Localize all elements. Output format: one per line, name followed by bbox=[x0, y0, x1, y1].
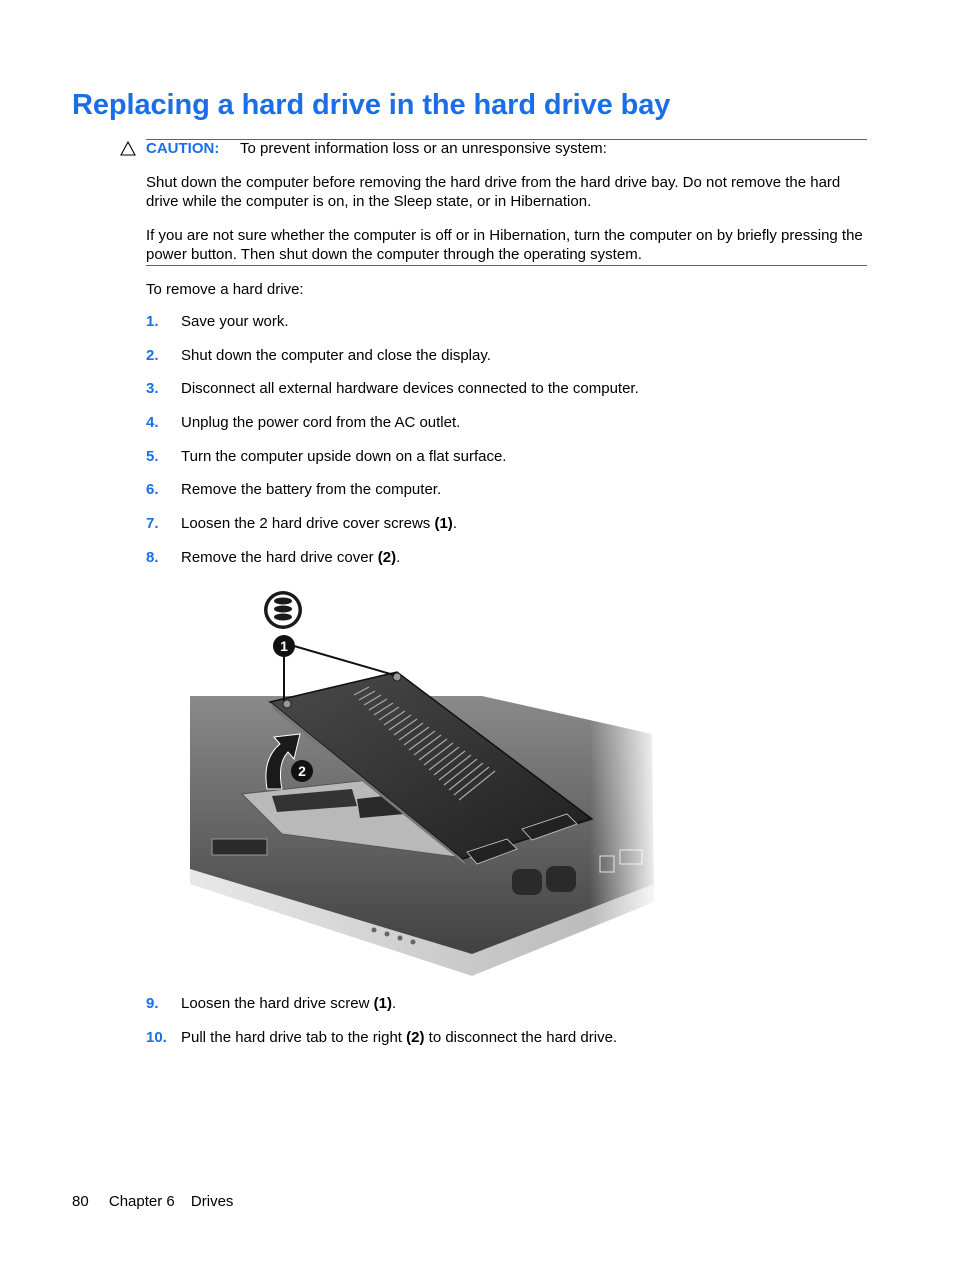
caution-bottom-rule bbox=[146, 265, 867, 266]
step-10 bbox=[146, 1029, 876, 1049]
step-number: 5. bbox=[146, 448, 159, 465]
step-1 bbox=[146, 313, 876, 333]
step-text: Turn the computer upside down on a flat surface. bbox=[181, 448, 507, 465]
caution-label: CAUTION: bbox=[146, 140, 220, 157]
step-number: 2. bbox=[146, 347, 159, 364]
warning-triangle-icon bbox=[120, 141, 136, 156]
step-number: 3. bbox=[146, 380, 159, 397]
step-number: 10. bbox=[146, 1029, 167, 1046]
step-number: 4. bbox=[146, 414, 159, 431]
hard-drive-cover-illustration bbox=[182, 584, 662, 976]
step-2 bbox=[146, 347, 876, 367]
step-9 bbox=[146, 995, 876, 1015]
step-8 bbox=[146, 549, 876, 569]
step-number: 6. bbox=[146, 481, 159, 498]
step-text: Disconnect all external hardware devices connected to the computer. bbox=[181, 380, 639, 397]
step-3 bbox=[146, 380, 876, 400]
page-footer bbox=[72, 1193, 249, 1210]
step-text: Loosen the hard drive screw (1). bbox=[181, 995, 397, 1012]
footer-chapter: Chapter 6 bbox=[108, 1193, 175, 1210]
step-text: Loosen the 2 hard drive cover screws (1). bbox=[181, 515, 457, 532]
step-text: Remove the battery from the computer. bbox=[181, 481, 442, 498]
page-number: 80 bbox=[72, 1193, 89, 1210]
caution-text: To prevent information loss or an unresponsive system: bbox=[240, 140, 607, 157]
step-text: Remove the hard drive cover (2). bbox=[181, 549, 401, 566]
step-number: 1. bbox=[146, 313, 159, 330]
page-title: Replacing a hard drive in the hard drive bay bbox=[72, 89, 671, 121]
footer-section: Drives bbox=[190, 1193, 234, 1210]
step-7 bbox=[146, 515, 876, 535]
step-number: 9. bbox=[146, 995, 159, 1012]
step-number: 8. bbox=[146, 549, 159, 566]
step-6 bbox=[146, 481, 876, 501]
caution-paragraph-1: Shut down the computer before removing the hard drive from the hard drive bay. Do not remove the hard drive while the computer is on, in the Sleep state, or in Hibernation. bbox=[146, 174, 841, 210]
step-number: 7. bbox=[146, 515, 159, 532]
caution-paragraph-2: If you are not sure whether the computer is off or in Hibernation, turn the computer on by briefly pressing the power button. Then shut down the computer through the operating system. bbox=[146, 227, 863, 263]
step-text: Unplug the power cord from the AC outlet. bbox=[181, 414, 461, 431]
step-5 bbox=[146, 448, 876, 468]
step-text: Pull the hard drive tab to the right (2) to disconnect the hard drive. bbox=[181, 1029, 618, 1046]
step-text: Save your work. bbox=[181, 313, 289, 330]
step-4 bbox=[146, 414, 876, 434]
procedure-intro: To remove a hard drive: bbox=[146, 281, 304, 298]
step-text: Shut down the computer and close the display. bbox=[181, 347, 491, 364]
